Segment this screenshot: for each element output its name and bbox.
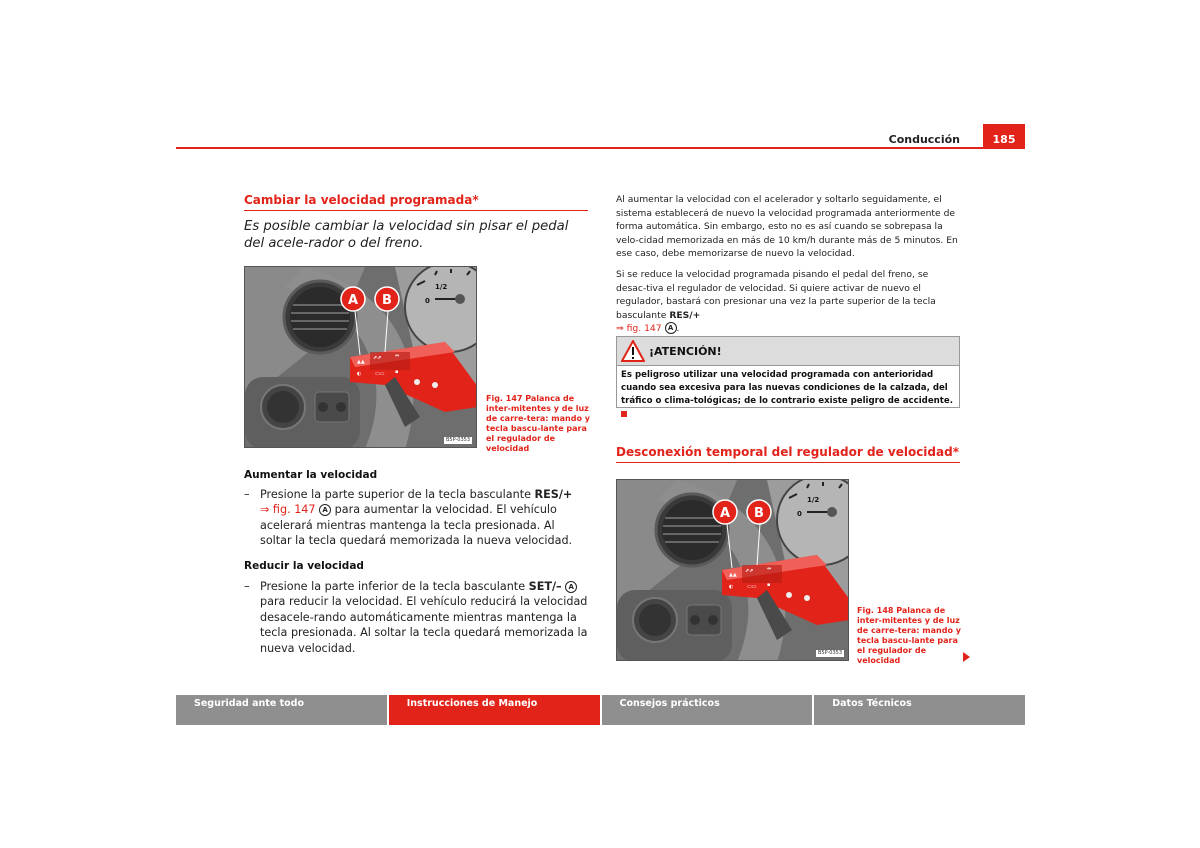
svg-text:▲▲: ▲▲ [729, 572, 737, 578]
figure-147-caption: Fig. 147 Palanca de inter-mitentes y de luz de carre-tera: mando y tecla bascu-lante para el regulador de velocidad [486, 394, 590, 453]
section-heading-disconnect: Desconexión temporal del regulador de velocidad* [616, 445, 960, 463]
warning-box [616, 336, 960, 408]
gauge-label: 1/2 [435, 283, 448, 291]
marker-a-icon: A [565, 581, 577, 593]
callout-b: B [382, 293, 392, 308]
key-res-plus: RES/+ [669, 309, 701, 321]
svg-text:⇔: ⇔ [767, 566, 772, 572]
warning-text: Es peligroso utilizar una velocidad programada con anterioridad cuando sea excesiva para las nuevas condiciones de la calzada, del tráfico o clima-tológicas; de lo contrario existe peligro de accidente. [621, 370, 953, 407]
paragraph-brake [616, 268, 961, 336]
footer-tab-datos[interactable]: Datos Técnicos [814, 695, 1025, 725]
intro-text: Es posible cambiar la velocidad sin pisar el pedal del acele-rador o del freno. [244, 219, 569, 251]
list-dash: – [244, 580, 250, 593]
para2-text: Si se reduce la velocidad programada pisando el pedal del freno, se desac-tiva el regulador de velocidad. Si quiere activar de nuevo el regulador, bastará con presionar una vez la parte superior de la tecla basculante [616, 269, 936, 321]
svg-text:▭▭: ▭▭ [747, 584, 757, 590]
svg-text:◐: ◐ [729, 584, 734, 590]
header-rule [176, 147, 1025, 149]
callout-a: A [719, 506, 731, 521]
svg-text:▪: ▪ [395, 369, 399, 375]
figure-148 [616, 479, 849, 661]
svg-text:⇗⇗: ⇗⇗ [745, 568, 754, 574]
figure-reference-link[interactable]: ⇒ fig. 147 [616, 323, 662, 335]
marker-a-icon: A [665, 322, 677, 334]
svg-text:⇔: ⇔ [395, 353, 400, 359]
lever-illustration [617, 480, 849, 661]
key-set-minus: SET/– [528, 580, 562, 593]
continue-arrow-icon [963, 652, 970, 662]
footer-nav [176, 695, 1025, 725]
gauge-label: 1/2 [807, 496, 820, 504]
subheading-increase-speed: Aumentar la velocidad [244, 469, 378, 481]
svg-text:▭▭: ▭▭ [375, 371, 385, 377]
list-item-increase [244, 487, 589, 549]
end-marker-icon [621, 411, 627, 417]
page-number: 185 [983, 124, 1025, 149]
para2-end: . [676, 323, 680, 335]
list-item-reduce [244, 579, 589, 656]
subheading-reduce-speed: Reducir la velocidad [244, 560, 364, 572]
footer-tab-consejos[interactable]: Consejos prácticos [602, 695, 813, 725]
figure-code: B5P-0353 [445, 437, 470, 443]
running-header-section: Conducción [888, 133, 960, 146]
warning-title: ¡ATENCIÓN! [649, 345, 722, 358]
list-dash: – [244, 488, 250, 501]
section-heading-change-speed: Cambiar la velocidad programada* [244, 193, 588, 211]
svg-text:◐: ◐ [357, 371, 362, 377]
item1-text-end: para aumentar la velocidad. El vehículo acelerará mientras mantenga la tecla presionada. Al soltar la tecla quedará memorizada la nueva velocidad. [260, 503, 573, 548]
svg-text:▪: ▪ [767, 582, 771, 588]
item1-text-start: Presione la parte superior de la tecla basculante [260, 488, 535, 501]
footer-tab-seguridad[interactable]: Seguridad ante todo [176, 695, 387, 725]
gauge-zero: 0 [797, 510, 802, 518]
footer-tab-instrucciones[interactable]: Instrucciones de Manejo [389, 695, 600, 725]
figure-147 [244, 266, 477, 448]
callout-a: A [347, 293, 359, 308]
item2-text-start: Presione la parte inferior de la tecla basculante [260, 580, 529, 593]
gauge-zero: 0 [425, 297, 430, 305]
lever-illustration [245, 267, 477, 448]
figure-148-caption: Fig. 148 Palanca de inter-mitentes y de luz de carre-tera: mando y tecla bascu-lante para el regulador de velocidad [857, 606, 961, 665]
figure-reference-link[interactable]: ⇒ fig. 147 [260, 503, 316, 517]
item2-text-end: para reducir la velocidad. El vehículo reducirá la velocidad desacele-rando automáticamente mientras mantenga la tecla presionada. Al soltar la tecla quedará memorizada la nueva velocidad. [260, 595, 588, 655]
marker-a-icon: A [319, 504, 331, 516]
svg-text:▲▲: ▲▲ [357, 359, 365, 365]
key-res-plus: RES/+ [534, 488, 573, 501]
warning-header [617, 337, 959, 366]
callout-b: B [754, 506, 764, 521]
svg-text:⇗⇗: ⇗⇗ [373, 355, 382, 361]
figure-code: B5P-0353 [817, 650, 842, 656]
paragraph-accelerator: Al aumentar la velocidad con el acelerador y soltarlo seguidamente, el sistema establecerá de nuevo la velocidad programada anteriormente de forma automática. Sin embargo, esto no es así cuando se sobrepasa la velo-cidad memorizada en más de 10 km/h durante más de 5 minutos. En ese caso, debe memorizarse de nuevo la velocidad. [616, 194, 958, 260]
warning-triangle-icon [621, 340, 645, 362]
warning-body [617, 366, 959, 422]
